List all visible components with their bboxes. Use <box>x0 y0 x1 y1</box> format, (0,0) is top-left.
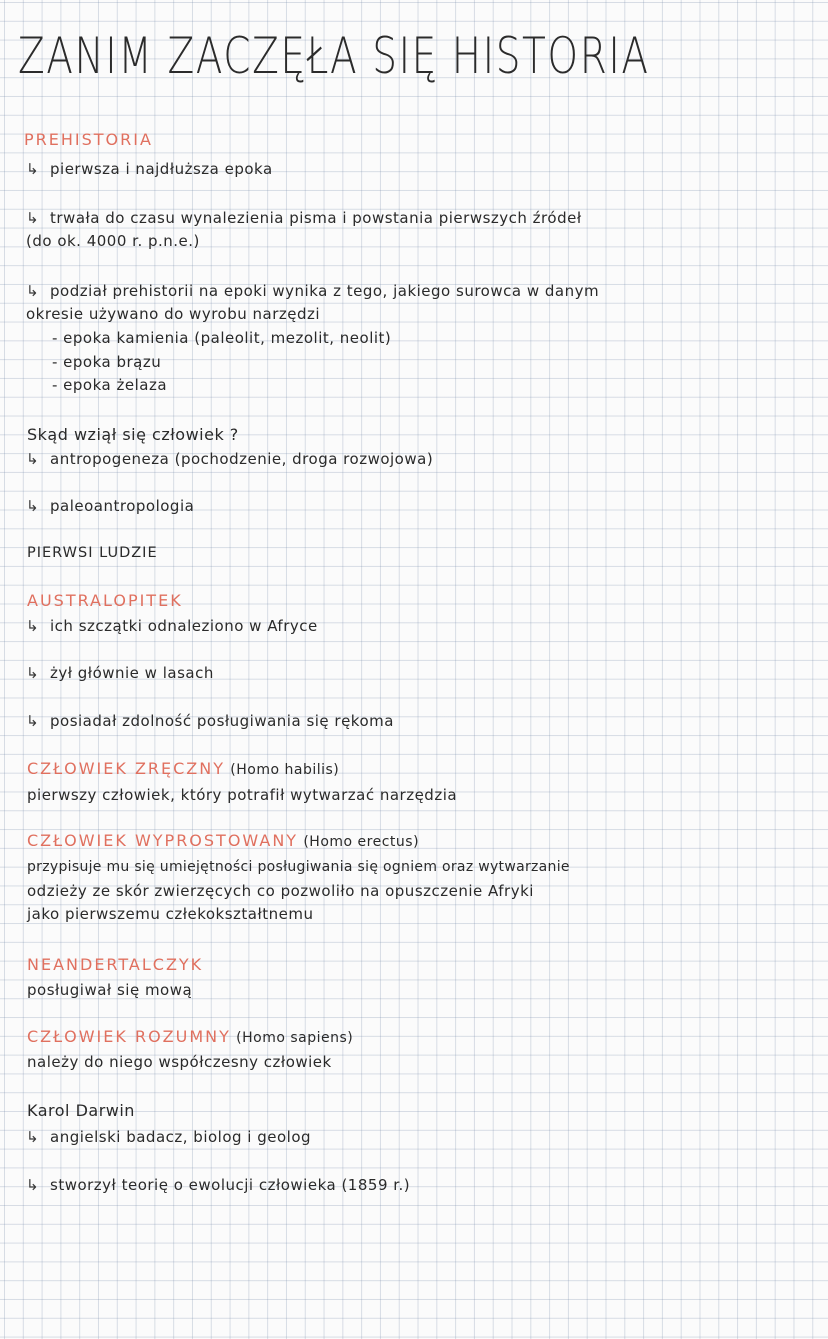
latin-name: (Homo habilis) <box>230 762 340 778</box>
list-item: - epoka kamienia (paleolit, mezolit, neolit) <box>52 329 392 347</box>
note-text: podział prehistorii na epoki wynika z tego, jakiego surowca w danym <box>50 282 600 300</box>
note-text: pierwsza i najdłuższa epoka <box>50 160 273 178</box>
note-line: (do ok. 4000 r. p.n.e.) <box>26 232 200 250</box>
note-text: antropogeneza (pochodzenie, droga rozwojowa) <box>50 450 434 468</box>
note-line: okresie używano do wyrobu narzędzi <box>26 305 321 323</box>
note-text: angielski badacz, biolog i geolog <box>50 1128 312 1146</box>
note-line <box>26 497 194 515</box>
note-line: posługiwał się mową <box>27 981 193 999</box>
note-line <box>26 1176 410 1194</box>
note-line: przypisuje mu się umiejętności posługiwania się ogniem oraz wytwarzanie <box>27 859 570 875</box>
arrow-icon: ↳ <box>26 617 40 635</box>
note-line <box>26 712 394 730</box>
arrow-icon: ↳ <box>26 450 40 468</box>
note-text: paleoantropologia <box>50 497 195 515</box>
arrow-icon: ↳ <box>26 664 40 682</box>
section-header-rozumny <box>27 1028 353 1047</box>
note-line <box>26 664 214 682</box>
note-line <box>26 1128 311 1146</box>
list-item: - epoka brązu <box>52 353 162 371</box>
section-header-zreczny <box>27 760 339 779</box>
section-header-australopitek: AUSTRALOPITEK <box>27 591 183 610</box>
species-name: CZŁOWIEK ROZUMNY <box>27 1027 231 1046</box>
note-line: pierwszy człowiek, który potrafił wytwarzać narzędzia <box>27 786 458 804</box>
arrow-icon: ↳ <box>26 209 40 227</box>
note-line: odzieży ze skór zwierzęcych co pozwoliło na opuszczenie Afryki <box>27 882 534 900</box>
arrow-icon: ↳ <box>26 282 40 300</box>
note-line <box>26 160 273 178</box>
note-text: ich szczątki odnaleziono w Afryce <box>50 617 318 635</box>
section-header-wyprostowany <box>27 832 419 851</box>
arrow-icon: ↳ <box>26 497 40 515</box>
section-header-pierwsi: PIERWSI LUDZIE <box>27 545 158 561</box>
note-text: stworzył teorię o ewolucji człowieka (1859 r.) <box>50 1176 411 1194</box>
section-header-darwin: Karol Darwin <box>27 1101 135 1120</box>
section-header-skad: Skąd wziął się człowiek ? <box>27 425 239 444</box>
page-title: ZANIM ZACZĘŁA SIĘ HISTORIA <box>18 27 650 85</box>
latin-name: (Homo sapiens) <box>236 1030 354 1046</box>
note-line: należy do niego współczesny człowiek <box>27 1053 332 1071</box>
section-header-neandertalczyk: NEANDERTALCZYK <box>27 955 204 974</box>
note-line <box>26 617 318 635</box>
note-line <box>26 282 599 300</box>
latin-name: (Homo erectus) <box>303 834 420 850</box>
note-line <box>26 450 433 468</box>
list-item: - epoka żelaza <box>52 376 168 394</box>
note-text: trwała do czasu wynalezienia pisma i powstania pierwszych źródeł <box>50 209 582 227</box>
note-line: jako pierwszemu człekokształtnemu <box>27 905 314 923</box>
arrow-icon: ↳ <box>26 160 40 178</box>
arrow-icon: ↳ <box>26 712 40 730</box>
section-header-prehistoria: PREHISTORIA <box>24 130 153 149</box>
arrow-icon: ↳ <box>26 1176 40 1194</box>
species-name: CZŁOWIEK ZRĘCZNY <box>27 759 226 778</box>
note-line <box>26 209 582 227</box>
note-text: posiadał zdolność posługiwania się rękoma <box>50 712 394 730</box>
note-text: żył głównie w lasach <box>50 664 214 682</box>
species-name: CZŁOWIEK WYPROSTOWANY <box>27 831 299 850</box>
arrow-icon: ↳ <box>26 1128 40 1146</box>
